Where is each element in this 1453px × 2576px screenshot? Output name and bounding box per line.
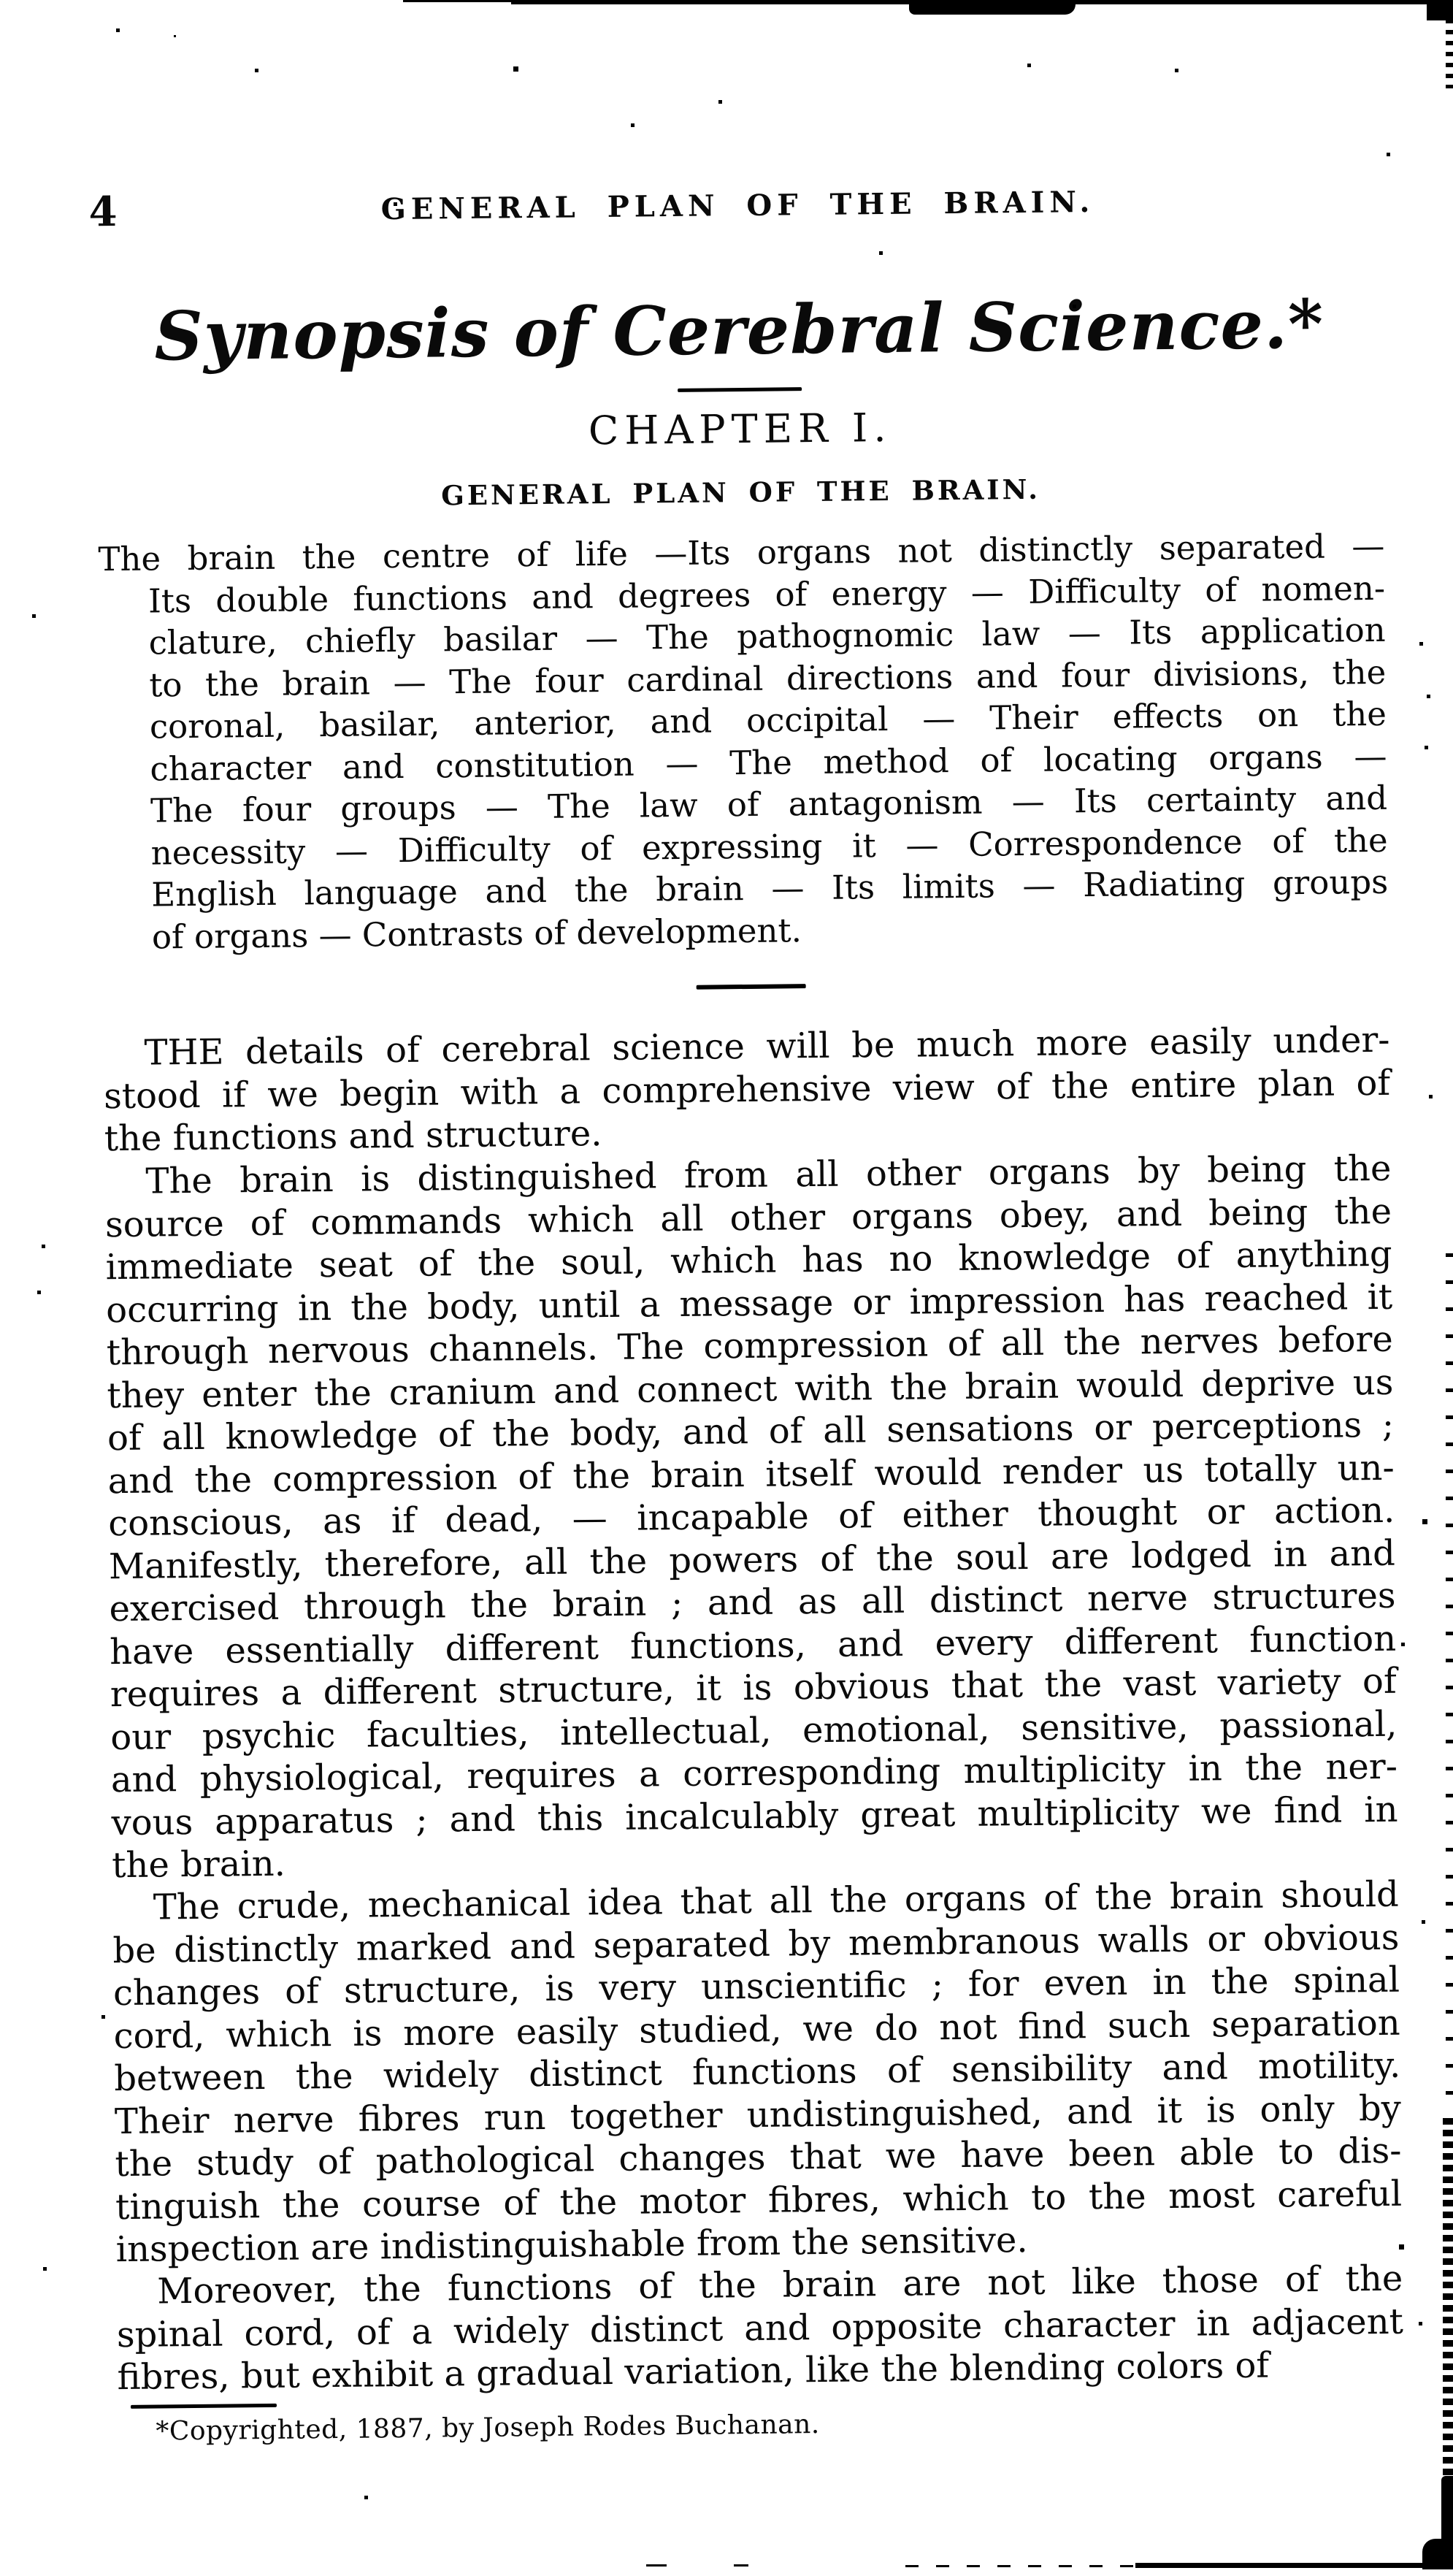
- text-line: character and constitution — The method of locating organs —: [150, 736, 1387, 789]
- text-line: coronal, basilar, anterior, and occipital — Their effects on the: [149, 694, 1387, 746]
- text-line: clature, chiefly basilar — The pathognomic law — Its application: [148, 610, 1386, 662]
- text-line: of organs — Contrasts of development.: [151, 910, 802, 957]
- footnote: *Copyrighted, 1887, by Joseph Rodes Buchanan.: [156, 2409, 820, 2447]
- scan-speckles: [0, 0, 2, 2]
- text-line: The four groups — The law of antagonism — Its certainty and: [150, 778, 1388, 830]
- text-line: to the brain — The four cardinal directions and four divisions, the: [149, 652, 1387, 705]
- body-paragraph-1: [103, 1019, 1391, 1161]
- text-line: the brain.: [111, 1843, 286, 1887]
- scan-artifact-bottom-dash: [734, 2564, 748, 2567]
- text-line: through nervous channels. The compression of all the nerves before: [106, 1318, 1394, 1374]
- text-line: and the compression of the brain itself would render us totally un-: [107, 1447, 1395, 1502]
- chapter-synopsis: [98, 525, 1389, 958]
- running-head: GENERAL PLAN OF THE BRAIN.: [380, 184, 1095, 227]
- text-line: source of commands which all other organs obey, and being the: [104, 1190, 1392, 1245]
- synopsis-divider-rule: [697, 984, 806, 990]
- scan-artifact-bottom-line: [1135, 2563, 1453, 2568]
- text-line: between the widely distinct functions of sensibility and motility.: [113, 2044, 1401, 2100]
- text-line: necessity — Difficulty of expressing it — Correspondence of the: [150, 820, 1388, 873]
- text-line: inspection are indistinguishable from the sensitive.: [115, 2220, 1028, 2271]
- text-line: the functions and structure.: [104, 1113, 602, 1160]
- page-number: 4: [88, 187, 118, 237]
- text-line: fibres, but exhibit a gradual variation, like the blending colors of: [117, 2344, 1270, 2399]
- title-divider-rule: [678, 387, 802, 392]
- text-line: occurring in the body, until a message or impression has reached it: [105, 1276, 1393, 1331]
- text-line: tinguish the course of the motor fibres, which to the most careful: [115, 2173, 1403, 2228]
- text-line: be distinctly marked and separated by membranous walls or obvious: [112, 1916, 1400, 1971]
- scan-artifact-bottom-dash: [646, 2564, 667, 2567]
- scan-artifact-right-fringe: [1446, 1242, 1453, 2118]
- scan-artifact-right-hatch: [1446, 19, 1453, 88]
- text-line: Its double functions and degrees of energy — Difficulty of nomen-: [147, 568, 1386, 621]
- text-line: the study of pathological changes that we have been able to dis-: [115, 2130, 1402, 2185]
- text-line: spinal cord, of a widely distinct and opposite character in adjacent: [116, 2301, 1404, 2355]
- section-heading: GENERAL PLAN OF THE BRAIN.: [441, 473, 1041, 512]
- text-line: they enter the cranium and connect with the brain would deprive us: [107, 1361, 1394, 1416]
- text-line: The crude, mechanical idea that all the organs of the brain should: [153, 1873, 1400, 1928]
- text-line: English language and the brain — Its limits — Radiating groups: [151, 862, 1389, 914]
- text-line: THE details of cerebral science will be much more easily under-: [144, 1019, 1390, 1074]
- page-content: [88, 0, 1406, 2576]
- text-line: stood if we begin with a comprehensive view of the entire plan of: [103, 1062, 1391, 1117]
- body-paragraph-4: [116, 2258, 1404, 2399]
- text-line: of all knowledge of the body, and of all sensations or perceptions ;: [107, 1404, 1395, 1459]
- text-line: The brain the centre of life —Its organs not distinctly separated —: [98, 526, 1385, 579]
- text-line: conscious, as if dead, — incapable of either thought or action.: [108, 1489, 1395, 1545]
- text-line: changes of structure, is very unscientific ; for even in the spinal: [112, 1959, 1400, 2014]
- text-line: our psychic faculties, intellectual, emotional, sensitive, passional,: [110, 1703, 1398, 1758]
- text-line: exercised through the brain ; and as all distinct nerve structures: [109, 1575, 1396, 1630]
- text-line: have essentially different functions, and every different function: [109, 1618, 1397, 1673]
- text-line: The brain is distinguished from all other organs by being the: [145, 1147, 1392, 1202]
- book-title: Synopsis of Cerebral Science.*: [153, 284, 1324, 376]
- chapter-heading: CHAPTER I.: [588, 404, 892, 454]
- text-line: and physiological, requires a corresponding multiplicity in the ner-: [110, 1746, 1398, 1801]
- text-line: immediate seat of the soul, which has no knowledge of anything: [105, 1233, 1392, 1288]
- text-line: Manifestly, therefore, all the powers of the soul are lodged in and: [108, 1532, 1396, 1587]
- body-paragraph-2: [104, 1147, 1398, 1887]
- scan-artifact-top-right-corner: [1427, 0, 1453, 20]
- text-line: Their nerve fibres run together undistinguished, and it is only by: [114, 2087, 1402, 2142]
- text-line: vous apparatus ; and this incalculably great multiplicity we find in: [111, 1789, 1398, 1843]
- scan-artifact-top-blob: [909, 0, 1076, 15]
- body-paragraph-3: [112, 1873, 1403, 2271]
- text-line: cord, which is more easily studied, we do not find such separation: [113, 2002, 1400, 2057]
- text-line: requires a different structure, it is obvious that the vast variety of: [110, 1660, 1397, 1716]
- footnote-divider-rule: [131, 2404, 277, 2409]
- scan-artifact-bottom-dots: [905, 2565, 1135, 2567]
- text-line: Moreover, the functions of the brain are not like those of the: [157, 2258, 1403, 2312]
- scan-artifact-top-thin: [403, 0, 520, 2]
